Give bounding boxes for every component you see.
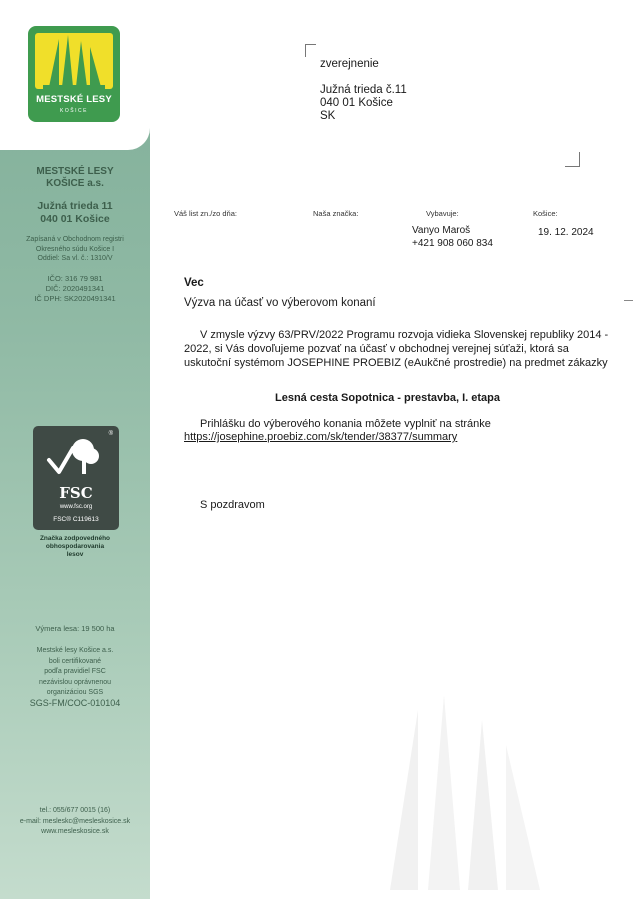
handled-by-label: Vybavuje: [426,209,459,218]
company-logo [28,26,120,122]
company-city: 040 01 Košice [40,213,110,225]
registry-line: Oddiel: Sa vl. č.: 1310/V [37,255,113,262]
forest-area: Výmera lesa: 19 500 ha [35,624,115,633]
subject-label: Vec [184,277,204,289]
cert-line: podľa pravidiel FSC [44,668,106,675]
subject-text: Výzva na účasť vo výberovom konaní [184,297,376,309]
cert-code: SGS-FM/COC-010104 [29,698,121,708]
registry-line: Zapísaná v Obchodnom registri [26,236,124,243]
contact-phone: tel.: 055/677 0015 (16) [39,807,111,814]
company-name [0,166,150,190]
fsc-badge [33,426,119,530]
company-name-line1: MESTSKÉ LESY [36,166,114,177]
recipient-line1: zverejnenie [320,58,379,70]
our-ref-label: Naša značka: [313,209,359,218]
address-window-corner-bottom-right [565,152,580,167]
recipient-country: SK [320,110,336,122]
letter-date: 19. 12. 2024 [538,227,594,238]
ico: IČO: 316 79 981 [47,274,103,283]
company-ids [0,274,150,304]
cert-line: organizáciou SGS [46,689,104,696]
cert-line: nezávislou oprávnenou [39,678,111,686]
ic-dph: IČ DPH: SK2020491341 [34,294,116,303]
letter-paragraph: V zmysle výzvy 63/PRV/2022 Programu rozvoja vidieka Slovenskej republiky 2014 - 2022, si Vás dovoľujeme pozvať na účasť v obchodnej verejnej súťaži, ktorá sa uskutoční systémom JOSEPHINE PROEBIZ (eAukčné prostredie) na predmet zákazky [184,329,609,369]
handled-by-name: Vanyo Maroš [412,225,471,236]
fsc-code: FSC® C119613 [53,516,99,523]
cert-line: Mestské lesy Košice a.s. [36,647,114,654]
fsc-caption-line: Značka zodpovedného [39,535,111,542]
fsc-caption-line: obhospodarovania [45,543,105,550]
logo-name: MESTSKÉ LESY [36,94,112,105]
address-window-corner-top-left [305,44,316,57]
contact-email: e-mail: mesleskc@mesleskosice.sk [19,817,131,825]
logo-emblem [35,33,113,89]
place-label: Košice: [533,209,558,218]
forest-sail-icon [35,33,113,89]
cert-line: boli certifikované [48,657,102,665]
registry-info [0,235,150,264]
sidebar [0,0,150,899]
company-address [0,200,150,226]
registry-line: Okresného súdu Košice I [35,245,115,253]
company-name-line2: KOŠICE a.s. [46,178,104,189]
fsc-tree-check-icon [33,426,119,486]
contact-info [0,806,150,838]
fold-mark [624,300,633,301]
fsc-url: www.fsc.org [59,504,93,510]
logo-watermark [370,690,550,890]
company-street: Južná trieda 11 [37,200,113,212]
tender-title: Lesná cesta Sopotnica - prestavba, I. etapa [275,392,500,404]
fsc-caption [0,535,150,559]
closing-greeting: S pozdravom [200,499,265,511]
logo-subname: KOŠICE [60,108,88,114]
recipient-city: 040 01 Košice [320,97,393,109]
apply-text: Prihlášku do výberového konania môžete vyplniť na stránke [200,418,491,430]
contact-web: www.mesleskosice.sk [41,828,109,835]
fsc-label: FSC [59,484,93,502]
handled-by-phone: +421 908 060 834 [412,238,493,249]
recipient-street: Južná trieda č.11 [320,84,407,96]
fsc-caption-line: lesov [66,551,84,558]
certification-info [0,646,150,699]
tender-link[interactable]: https://josephine.proebiz.com/sk/tender/38377/summary [184,431,458,443]
fsc-registered-mark: ® [108,431,113,437]
your-letter-label: Váš list zn./zo dňa: [174,209,237,218]
dic: DIČ: 2020491341 [45,284,105,293]
